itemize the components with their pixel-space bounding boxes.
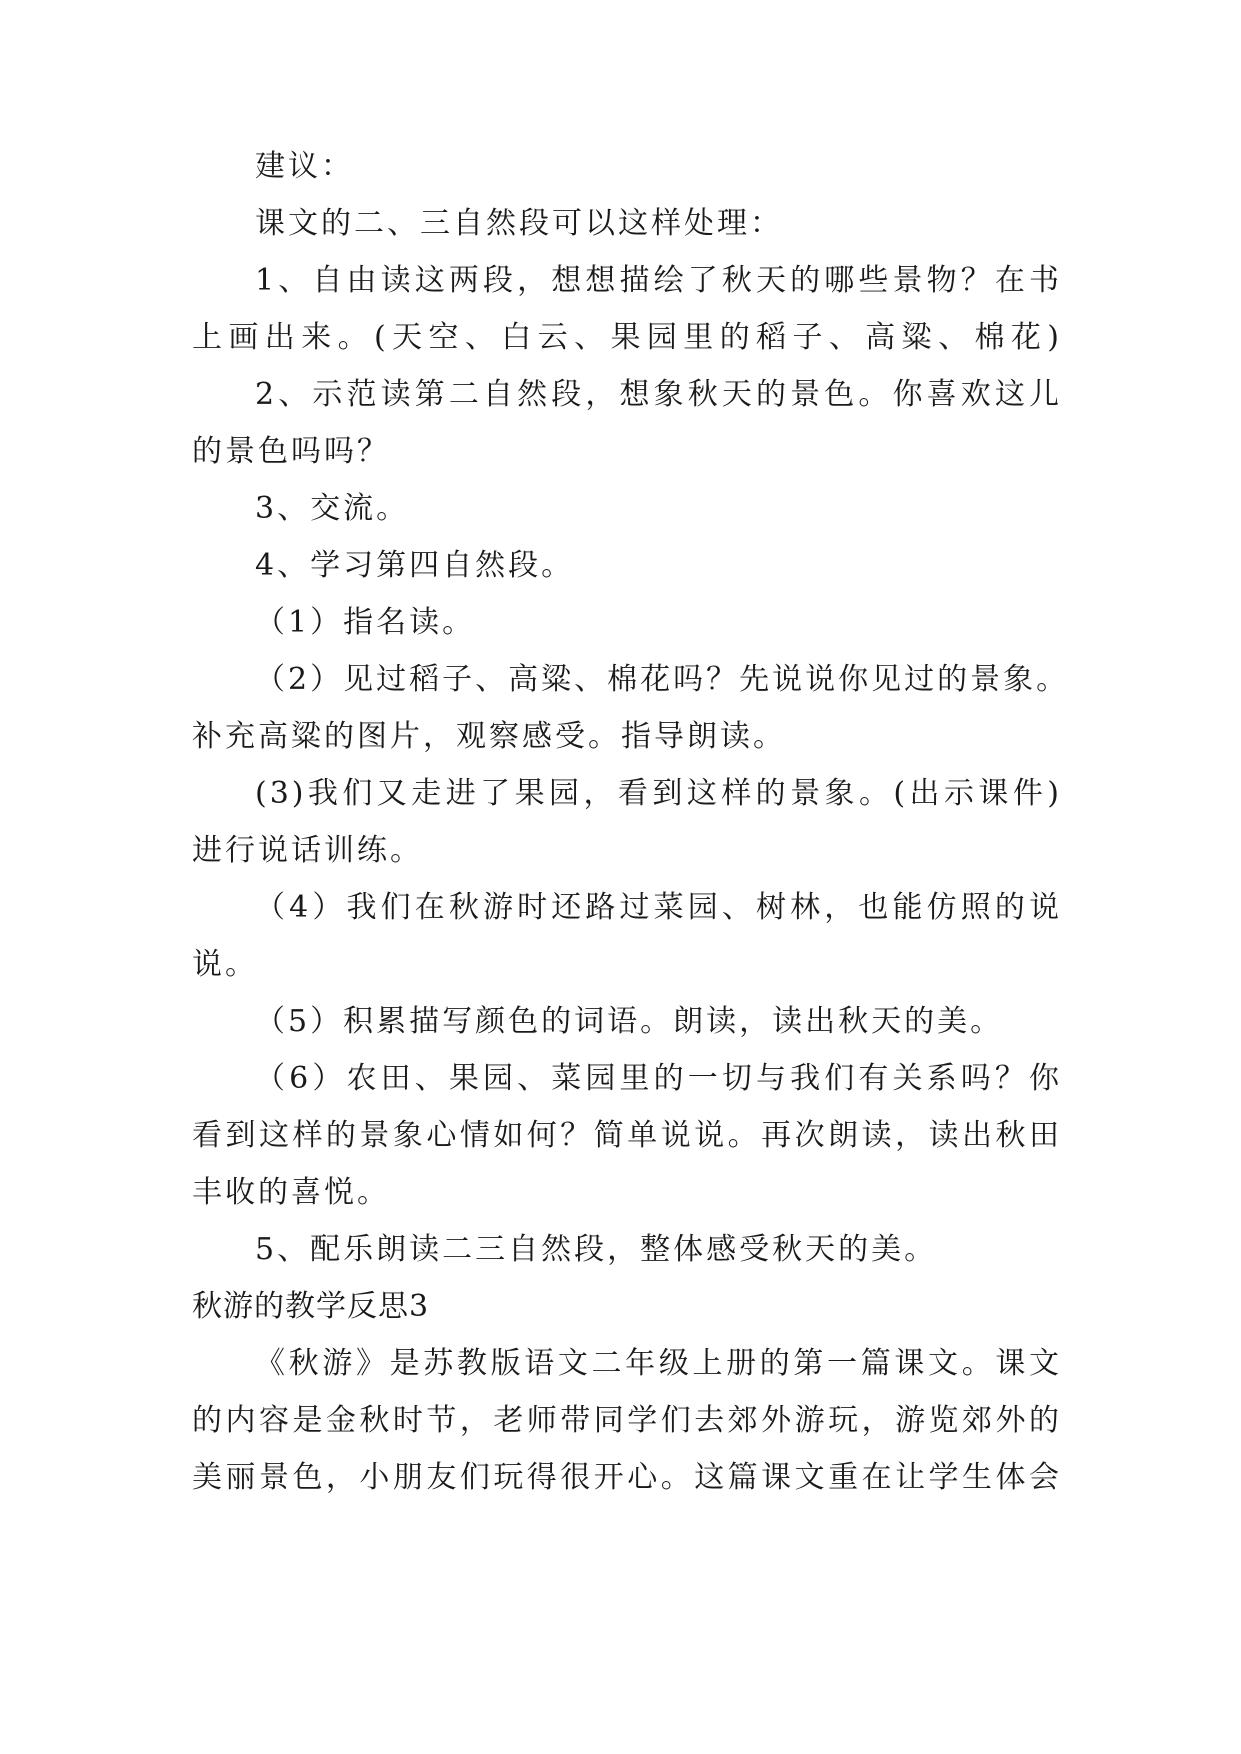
substep-3-line-1: (3)我们又走进了果园，看到这样的景象。(出示课件) bbox=[255, 776, 1062, 811]
substep-6-line-3: 丰收的喜悦。 bbox=[192, 1175, 390, 1210]
step-2-line-2: 的景色吗吗？ bbox=[192, 434, 390, 469]
section-heading: 秋游的教学反思3 bbox=[192, 1289, 430, 1324]
substep-6-line-2: 看到这样的景象心情如何？简单说说。再次朗读，读出秋田 bbox=[192, 1118, 1062, 1153]
substep-2-line-1: （2）见过稻子、高粱、棉花吗？先说说你见过的景象。 bbox=[255, 662, 1070, 697]
step-2-line-1: 2、示范读第二自然段，想象秋天的景色。你喜欢这儿 bbox=[255, 377, 1062, 412]
reflection-line-1: 《秋游》是苏教版语文二年级上册的第一篇课文。课文 bbox=[255, 1346, 1062, 1381]
substep-6-line-1: （6）农田、果园、菜园里的一切与我们有关系吗？你 bbox=[255, 1061, 1062, 1096]
substep-4-line-2: 说。 bbox=[192, 947, 258, 982]
suggestion-heading: 建议： bbox=[255, 149, 354, 184]
reflection-line-2: 的内容是金秋时节，老师带同学们去郊外游玩，游览郊外的 bbox=[192, 1403, 1062, 1438]
step-5: 5、配乐朗读二三自然段，整体感受秋天的美。 bbox=[255, 1232, 938, 1267]
substep-4-line-1: （4）我们在秋游时还路过菜园、树林，也能仿照的说 bbox=[255, 890, 1062, 925]
step-1-line-2: 上画出来。(天空、白云、果园里的稻子、高粱、棉花) bbox=[192, 320, 1062, 355]
step-4: 4、学习第四自然段。 bbox=[255, 548, 575, 583]
paragraph-intro: 课文的二、三自然段可以这样处理： bbox=[255, 206, 783, 241]
substep-5: （5）积累描写颜色的词语。朗读，读出秋天的美。 bbox=[255, 1004, 1004, 1039]
reflection-line-3: 美丽景色，小朋友们玩得很开心。这篇课文重在让学生体会 bbox=[192, 1460, 1062, 1495]
substep-2-line-2: 补充高粱的图片，观察感受。指导朗读。 bbox=[192, 719, 786, 754]
substep-1: （1）指名读。 bbox=[255, 605, 476, 640]
step-3: 3、交流。 bbox=[255, 491, 410, 526]
substep-3-line-2: 进行说话训练。 bbox=[192, 833, 423, 868]
step-1-line-1: 1、自由读这两段，想想描绘了秋天的哪些景物？在书 bbox=[255, 263, 1062, 298]
